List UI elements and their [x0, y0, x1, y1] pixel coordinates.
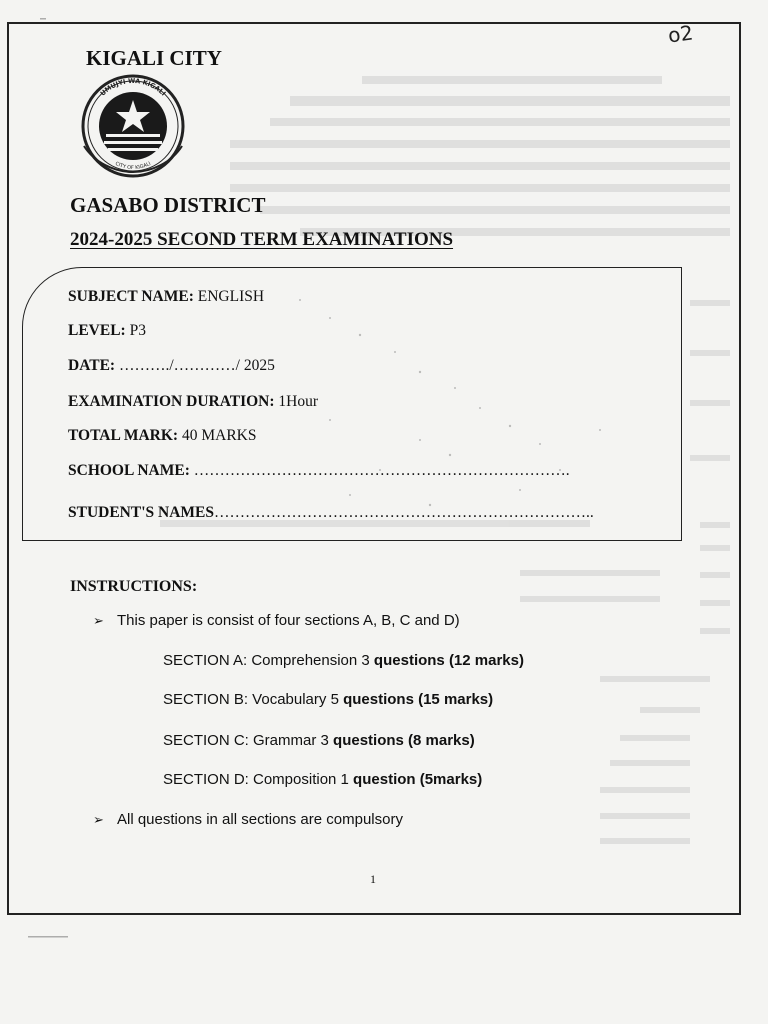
- school-name-label: SCHOOL NAME:: [68, 462, 190, 479]
- section-marks: question (5marks): [348, 771, 483, 788]
- total-mark-label: TOTAL MARK:: [68, 427, 179, 444]
- total-mark-value: 40 MARKS: [178, 427, 257, 444]
- arrow-bullet-icon: ➢: [93, 812, 104, 827]
- student-names-line: [68, 504, 594, 522]
- section-b-line: [163, 691, 493, 708]
- level-label: LEVEL:: [68, 322, 126, 339]
- district-title: GASABO DISTRICT: [70, 193, 266, 217]
- date-line: [68, 357, 275, 375]
- instruction-bullet-sections: [93, 612, 460, 629]
- student-names-label: STUDENT'S NAMES: [68, 504, 214, 521]
- city-title: KIGALI CITY: [86, 46, 222, 70]
- section-a-line: [163, 652, 524, 669]
- subject-value: ENGLISH: [193, 288, 265, 305]
- section-count: 1: [340, 771, 349, 788]
- section-c-line: [163, 732, 475, 749]
- section-label: SECTION A: Comprehension: [163, 652, 362, 669]
- student-names-blank: ………………………………………………………………..: [214, 504, 594, 521]
- level-value: P3: [125, 322, 146, 339]
- section-count: 3: [361, 652, 370, 669]
- svg-text:UMUJYI WA KIGALI: UMUJYI WA KIGALI: [98, 76, 168, 98]
- kigali-city-seal-logo: [74, 72, 192, 180]
- instruction-text: This paper is consist of four sections A, B, C and D): [117, 612, 460, 629]
- total-mark-line: [68, 427, 256, 445]
- section-d-line: [163, 771, 482, 788]
- section-count: 3: [320, 732, 329, 749]
- svg-text:CITY OF KIGALI: CITY OF KIGALI: [114, 160, 152, 172]
- section-marks: questions (15 marks): [338, 691, 494, 708]
- section-count: 5: [330, 691, 339, 708]
- date-label: DATE:: [68, 357, 116, 374]
- arrow-bullet-icon: ➢: [93, 613, 104, 628]
- instruction-text: All questions in all sections are compulsory: [117, 811, 403, 828]
- exam-title: 2024-2025 SECOND TERM EXAMINATIONS: [70, 229, 454, 250]
- duration-line: [68, 393, 318, 411]
- school-name-line: [68, 462, 570, 480]
- section-label: SECTION D: Composition: [163, 771, 341, 788]
- instructions-heading: INSTRUCTIONS:: [70, 578, 198, 595]
- instruction-bullet-compulsory: [93, 811, 403, 828]
- section-label: SECTION B: Vocabulary: [163, 691, 331, 708]
- section-label: SECTION C: Grammar: [163, 732, 321, 749]
- duration-label: EXAMINATION DURATION:: [68, 393, 275, 410]
- school-name-blank: ……………………………………………………………….: [189, 462, 570, 479]
- level-line: [68, 322, 146, 340]
- handwritten-mark: o2: [666, 20, 695, 48]
- subject-line: [68, 288, 264, 306]
- page-number: 1: [370, 872, 376, 886]
- section-marks: questions (12 marks): [369, 652, 524, 669]
- duration-value: 1Hour: [274, 393, 319, 410]
- date-value: ………./…………/ 2025: [115, 357, 275, 374]
- subject-label: SUBJECT NAME:: [68, 288, 194, 305]
- section-marks: questions (8 marks): [328, 732, 475, 749]
